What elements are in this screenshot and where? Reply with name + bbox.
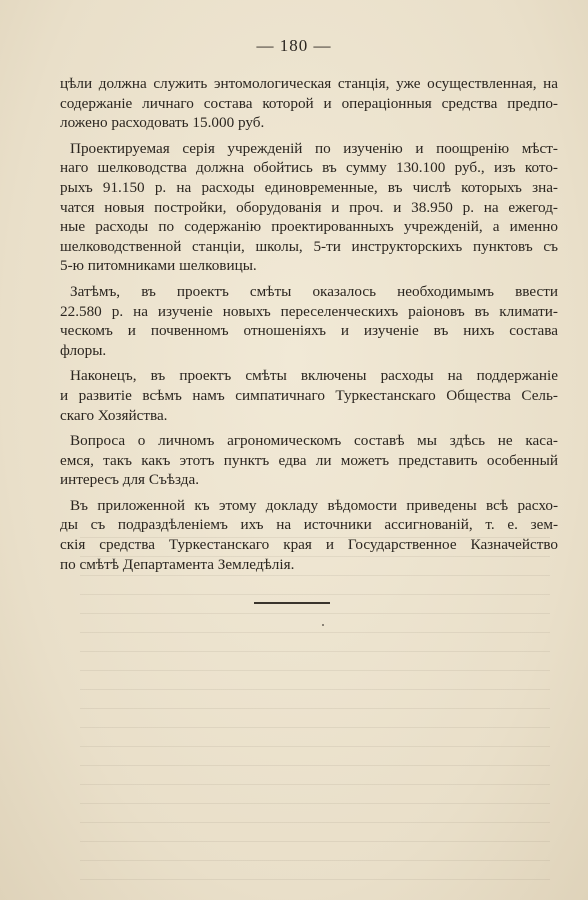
text-line: чатся новыя постройки, оборудованія и проч. и 38.950 р. на ежегод- [60,198,558,216]
text-line: Проектируемая серія учрежденій по изученію и поощренію мѣст- [70,139,558,157]
text-line: Вопроса о личномъ агрономическомъ составѣ мы здѣсь не каса- [70,432,558,450]
text-line: содержаніе личнаго состава которой и операціонныя средства предпо- [60,94,558,112]
text-line: шелководственной станціи, школы, 5-ти инструкторскихъ пунктовъ съ [60,237,558,255]
text-line: по смѣтѣ Департамента Земледѣлія. [60,555,295,573]
text-line: Затѣмъ, въ проектъ смѣты оказалось необходимымъ ввести [70,282,558,300]
text-line: ные расходы по содержанію проектированныхъ учрежденій, а именно [60,218,558,236]
text-line: ложено расходовать 15.000 руб. [60,114,265,132]
text-line: скаго Хозяйства. [60,406,168,424]
text-line: ды съ подраздѣленіемъ ихъ на источники ассигнованій, т. е. зем- [60,516,558,534]
text-line: цѣли должна служить энтомологическая станція, уже осуществленная, на [60,75,558,92]
paragraph-3 [60,282,558,360]
text-line: ческомъ и почвенномъ отношеніяхъ и изученіе въ нихъ состава [60,322,558,340]
text-line: Въ приложенной къ этому докладу вѣдомости приведены всѣ расхо- [70,496,558,514]
body-text [60,74,558,580]
text-line: 5-ю питомниками шелковицы. [60,257,257,275]
text-line: емся, такъ какъ этотъ пунктъ едва ли можетъ представить особенный [60,451,558,469]
paragraph-4 [60,366,558,425]
paragraph-6 [60,496,558,574]
text-line: скія средства Туркестанскаго края и Государственное Казначейство [60,536,558,554]
text-line: наго шелководства должна обойтись въ сумму 130.100 руб., изъ кото- [60,159,558,177]
ink-speck [322,624,324,626]
paragraph-1 [60,74,558,133]
page-number: — 180 — [256,36,332,55]
text-line: Наконецъ, въ проектъ смѣты включены расходы на поддержаніе [70,367,558,385]
text-line: и развитіе всѣмъ намъ симпатичнаго Туркестанскаго Общества Сель- [60,386,558,404]
text-line: интересъ для Съѣзда. [60,471,200,489]
text-line: флоры. [60,341,107,359]
paragraph-2 [60,139,558,276]
text-line: рыхъ 91.150 р. на расходы единовременные, въ числѣ которыхъ зна- [60,178,558,196]
section-divider [254,602,330,604]
text-line: 22.580 р. на изученіе новыхъ переселенческихъ раіоновъ въ климати- [60,302,558,320]
paragraph-5 [60,431,558,490]
